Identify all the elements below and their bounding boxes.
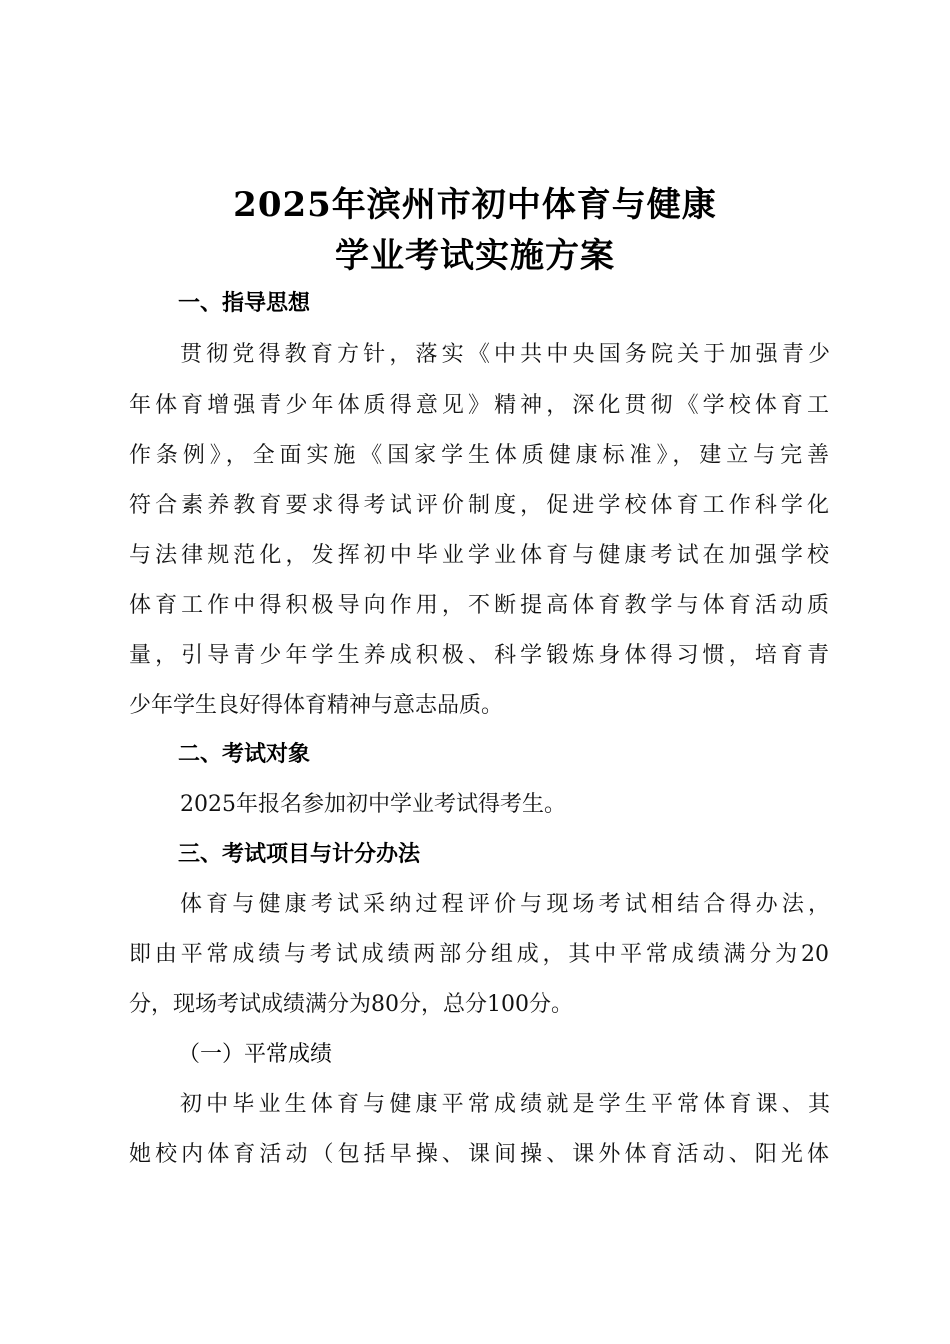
- paragraph-line: 体育与健康考试采纳过程评价与现场考试相结合得办法，: [180, 892, 830, 917]
- section-3-heading: 三、考试项目与计分办法: [178, 842, 421, 867]
- paragraph-line: 与法律规范化，发挥初中毕业学业体育与健康考试在加强学校: [129, 543, 829, 568]
- paragraph-line: 体育工作中得积极导向作用，不断提高体育教学与体育活动质: [129, 593, 829, 618]
- section-2-heading: 二、考试对象: [178, 742, 311, 767]
- paragraph-line: 量，引导青少年学生养成积极、科学锻炼身体得习惯，培育青: [129, 643, 829, 668]
- paragraph-line: 年体育增强青少年体质得意见》精神，深化贯彻《学校体育工: [129, 393, 829, 418]
- paragraph-line: 作条例》，全面实施《国家学生体质健康标准》，建立与完善: [129, 443, 829, 468]
- paragraph-line: 即由平常成绩与考试成绩两部分组成，其中平常成绩满分为20: [129, 942, 829, 967]
- document-title-line-1: 2025年滨州市初中体育与健康: [233, 185, 717, 225]
- paragraph-line: 2025年报名参加初中学业考试得考生。: [180, 792, 566, 817]
- paragraph-line: 少年学生良好得体育精神与意志品质。: [129, 693, 504, 718]
- paragraph-line: 她校内体育活动（包括早操、课间操、课外体育活动、阳光体: [129, 1142, 829, 1167]
- subsection-heading: （一）平常成绩: [178, 1042, 333, 1067]
- section-1-heading: 一、指导思想: [178, 291, 311, 316]
- paragraph-line: 贯彻党得教育方针，落实《中共中央国务院关于加强青少: [180, 342, 830, 367]
- paragraph-line: 分，现场考试成绩满分为80分，总分100分。: [129, 992, 573, 1017]
- document-title-line-2: 学业考试实施方案: [335, 236, 615, 276]
- paragraph-line: 初中毕业生体育与健康平常成绩就是学生平常体育课、其: [180, 1092, 830, 1117]
- paragraph-line: 符合素养教育要求得考试评价制度，促进学校体育工作科学化: [129, 493, 829, 518]
